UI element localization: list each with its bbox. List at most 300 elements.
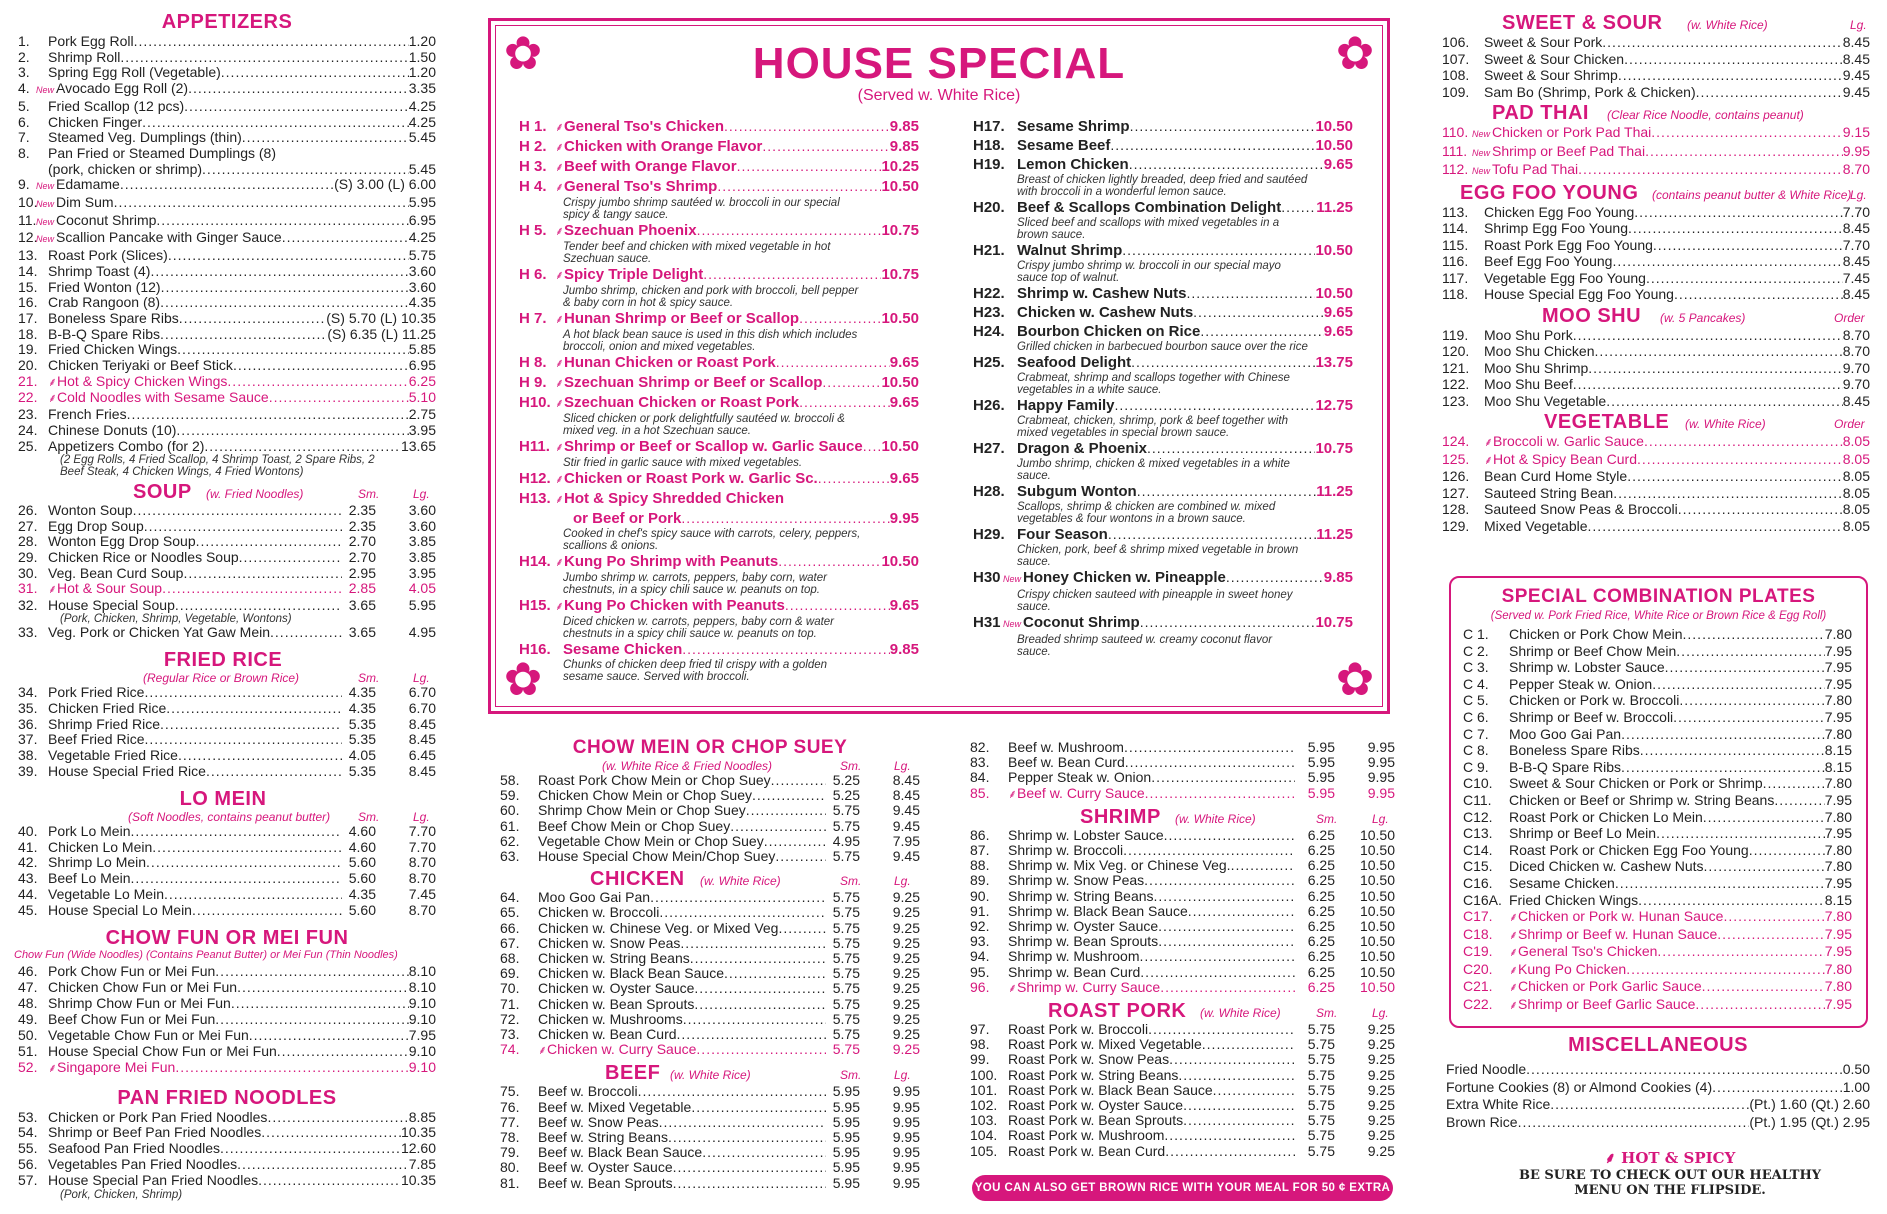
dot-leader (1696, 84, 1843, 101)
dot-leader (638, 1084, 826, 1099)
item-name: Shrimp w. Curry Sauce (1017, 978, 1161, 995)
item-number: H10. (519, 394, 551, 411)
house-special-item (519, 552, 919, 596)
item-name: Roast Pork w. Broccoli (1008, 1021, 1149, 1038)
item-price-small: 5.95 (832, 1098, 860, 1115)
house-special-item (519, 489, 919, 509)
dot-leader (1618, 67, 1843, 84)
item-price: 10.50 (881, 374, 919, 391)
item-price: 10.35 (400, 1124, 436, 1141)
combo-sub: (Served w. Pork Fried Rice, White Rice or Brown Rice & Egg Roll) (1490, 610, 1827, 622)
dot-leader (146, 855, 342, 871)
item-number: H 4. (519, 178, 547, 195)
item-price-large: 10.50 (1359, 978, 1395, 995)
item-name: Vegetable Chow Fun or Mei Fun (48, 1026, 249, 1043)
item-price-large: 9.95 (1367, 769, 1395, 786)
item-name: Spicy Triple Delight (564, 266, 704, 283)
item-number: 51. (18, 1042, 38, 1059)
item-price: 7.80 (1824, 978, 1852, 995)
hot-spicy-legend (1470, 1148, 1870, 1168)
item-name: Chicken w. Oyster Sauce (538, 980, 695, 997)
menu-item-row (970, 965, 1395, 980)
dot-leader (703, 265, 881, 284)
dot-leader (142, 115, 409, 131)
item-price: (S) 6.35 (L) 11.25 (327, 325, 436, 342)
menu-item-row (500, 890, 920, 905)
item-number: 52. (18, 1058, 38, 1075)
dot-leader (1640, 742, 1825, 759)
menu-item-row (18, 534, 436, 550)
item-price-small: 5.75 (1307, 1066, 1335, 1083)
item-number: H21. (973, 242, 1005, 259)
item-name: Sesame Shrimp (1017, 118, 1130, 135)
item-price-small: 5.60 (348, 854, 376, 871)
menu-item-row (1463, 643, 1852, 660)
item-name: Chicken Lo Mein (48, 838, 153, 855)
item-number: 20. (18, 357, 38, 374)
menu-item-row (970, 1068, 1395, 1083)
item-number: 39. (18, 763, 38, 780)
menu-item-row (18, 115, 436, 131)
item-name: Mixed Vegetable (1484, 517, 1588, 534)
sweet-sour-lg: Lg. (1850, 18, 1867, 32)
item-price: 10.50 (1315, 137, 1353, 154)
dot-leader (1158, 919, 1295, 934)
item-name: Chicken or Roast Pork w. Garlic Sc. (564, 470, 818, 487)
item-name: Walnut Shrimp (1017, 242, 1123, 259)
item-name: Chicken w. Snow Peas (538, 934, 681, 951)
item-price: 7.80 (1824, 775, 1852, 792)
item-price-small: 5.35 (348, 763, 376, 780)
menu-item-row (519, 265, 919, 285)
item-name: Vegetable Egg Foo Young (1484, 269, 1646, 286)
item-price: 8.70 (1842, 343, 1870, 359)
menu-item-row (18, 162, 436, 178)
item-number: C19. (1463, 943, 1493, 960)
item-price-large: 6.45 (408, 747, 436, 764)
item-name: Fried Chicken Wings (48, 341, 178, 358)
house-special-item (519, 157, 919, 177)
item-number: 27. (18, 517, 38, 534)
item-price: 8.45 (1842, 253, 1870, 269)
item-price-small: 5.95 (832, 1159, 860, 1176)
item-name: Shrimp w. Bean Curd (1008, 963, 1141, 980)
item-name: Sweet & Sour Shrimp (1484, 67, 1618, 83)
item-price: 8.10 (408, 962, 436, 979)
dot-leader (1676, 643, 1824, 660)
item-name: Sauteed Snow Peas & Broccoli (1484, 501, 1678, 517)
item-number: H22. (973, 285, 1005, 302)
menu-item-row (970, 919, 1395, 934)
item-name: Egg Drop Soup (48, 517, 144, 534)
dot-leader (1193, 303, 1324, 322)
item-price-large: 9.25 (1367, 1066, 1395, 1083)
dot-leader (188, 81, 409, 97)
dot-leader (1148, 1022, 1295, 1037)
menu-item-row (1442, 84, 1870, 101)
item-price-small: 5.25 (832, 772, 860, 788)
item-price: 11.25 (1316, 526, 1353, 543)
item-price-large: 10.50 (1359, 918, 1395, 935)
item-price: 9.65 (889, 354, 919, 371)
dot-leader (1131, 353, 1315, 372)
dot-leader (1165, 1144, 1295, 1159)
item-number: 59. (500, 787, 520, 804)
item-number: 86. (970, 826, 990, 843)
item-price-large: 9.95 (892, 1113, 920, 1130)
menu-item-row (18, 213, 436, 231)
item-name: Chicken w. Broccoli (538, 904, 660, 921)
menu-item-row (1463, 961, 1852, 979)
item-price: (Pt.) 1.60 (Qt.) 2.60 (1749, 1096, 1870, 1112)
item-price: 8.70 (1842, 161, 1870, 177)
item-price: 4.25 (408, 113, 436, 130)
menu-item-row (1442, 161, 1870, 180)
item-number: 90. (970, 887, 990, 904)
item-price-large: 10.50 (1359, 872, 1395, 889)
item-number: 43. (18, 870, 38, 887)
dot-leader (1624, 51, 1843, 68)
chow-mein-sm: Sm. (840, 759, 862, 773)
item-price-small: 5.35 (348, 715, 376, 732)
item-number: 80. (500, 1159, 520, 1176)
item-price-large: 6.70 (408, 699, 436, 716)
item-price-large: 8.70 (408, 901, 436, 918)
item-desc: Sliced beef and scallops with mixed vegetables in a brown sauce. (1017, 217, 1280, 241)
item-name: Szechuan Chicken or Roast Pork (564, 394, 800, 411)
item-price-small: 5.75 (832, 1026, 860, 1043)
dot-leader (1628, 220, 1843, 237)
menu-item-row (500, 921, 920, 936)
item-name: Seafood Delight (1017, 354, 1132, 371)
item-desc: Diced chicken w. carrots, peppers, baby corn & water chestnuts in a spicy chili sauce w. peanuts on top. (563, 616, 835, 640)
item-price-small: 5.95 (832, 1113, 860, 1130)
item-name: Shrimp Chow Mein or Chop Suey (538, 802, 746, 819)
menu-item-row (18, 248, 436, 264)
menu-item-row (18, 280, 436, 296)
misc-list (1446, 1061, 1870, 1131)
item-price: 8.45 (1842, 50, 1870, 67)
item-number: 113. (1442, 203, 1469, 220)
item-price-large: 9.95 (892, 1098, 920, 1115)
item-price: 8.85 (408, 1108, 436, 1125)
house-special-item (519, 309, 919, 353)
item-number: H28. (973, 483, 1005, 500)
dot-leader (1158, 934, 1295, 949)
item-number: 91. (970, 902, 990, 919)
item-name: Roast Pork w. Mushroom (1008, 1127, 1165, 1144)
item-price-small: 5.35 (348, 731, 376, 748)
menu-item-row (18, 855, 436, 871)
hot-pepper-icon: ⸙ (555, 376, 565, 390)
item-price: 3.95 (408, 421, 436, 438)
item-price-small: 5.75 (1307, 1142, 1335, 1159)
new-badge: New (1472, 129, 1491, 139)
item-price: 7.95 (1824, 925, 1852, 942)
item-price: 9.45 (1842, 83, 1870, 100)
dot-leader (1723, 908, 1824, 925)
menu-item-row (1442, 220, 1870, 237)
dot-leader (178, 748, 342, 764)
appetizers-title: APPETIZERS (161, 11, 293, 33)
item-price: 7.95 (1824, 996, 1852, 1013)
fried-rice-list (18, 685, 436, 780)
house-special-sub: (Served w. White Rice) (857, 87, 1021, 104)
new-badge: New (1472, 166, 1491, 176)
dot-leader (724, 117, 890, 136)
item-name: Roast Pork Chow Mein or Chop Suey (538, 772, 771, 788)
menu-item-row (1463, 926, 1852, 944)
dot-leader (176, 423, 408, 439)
dot-leader (127, 407, 409, 423)
item-price: 8.15 (1824, 758, 1852, 775)
menu-item-row (973, 525, 1353, 544)
item-price: 11.25 (1316, 199, 1353, 216)
menu-item-row (519, 552, 919, 572)
item-price-large: 8.70 (408, 870, 436, 887)
item-number: 100. (970, 1066, 998, 1083)
item-price: (S) 5.70 (L) 10.35 (326, 309, 436, 326)
item-price: 8.05 (1842, 501, 1870, 517)
item-name: Singapore Mei Fun (57, 1058, 176, 1075)
item-price: 5.85 (408, 341, 436, 358)
item-name: Shrimp w. Lobster Sauce (1509, 659, 1665, 676)
item-number: 65. (500, 904, 520, 921)
house-special-box (488, 18, 1390, 714)
misc-item-row (1446, 1114, 1870, 1132)
item-number: C 5. (1463, 692, 1489, 709)
item-number: 31. (18, 580, 38, 597)
item-name: Moo Goo Gai Pan (538, 889, 651, 906)
menu-item-row (519, 221, 919, 241)
item-name: General Tso's Chicken (1518, 943, 1658, 960)
item-price: 1.20 (408, 64, 436, 81)
item-number: 17. (18, 309, 38, 326)
menu-item-row (500, 1012, 920, 1027)
item-price: 8.45 (1842, 34, 1870, 50)
hot-pepper-icon: ⸙ (538, 1043, 548, 1058)
item-name: Chicken w. Mushrooms (538, 1010, 683, 1027)
item-price-large: 9.45 (892, 848, 920, 865)
dot-leader (775, 849, 826, 864)
egg-foo-lg: Lg. (1850, 187, 1867, 202)
item-price: 10.75 (881, 222, 919, 239)
menu-item-row (970, 1128, 1395, 1143)
menu-item-row (973, 241, 1353, 260)
menu-item-row (970, 1037, 1395, 1052)
item-name: Pepper Steak w. Onion (1008, 769, 1152, 786)
item-name: Chicken w. Curry Sauce (547, 1041, 697, 1058)
item-number: 120. (1442, 343, 1470, 359)
dot-leader (650, 890, 826, 905)
item-name: Shrimp Fried Rice (48, 715, 161, 732)
item-number: H 2. (519, 138, 547, 155)
item-price-small: 6.25 (1307, 963, 1335, 980)
house-special-item (519, 437, 919, 469)
item-number: C14. (1463, 841, 1493, 858)
item-number: H13. (519, 490, 551, 507)
menu-item-row (1463, 996, 1852, 1014)
menu-item-row (1463, 742, 1852, 759)
item-price: 11.25 (1316, 483, 1353, 500)
item-price-large: 9.45 (892, 817, 920, 834)
left-column (14, 0, 436, 1201)
menu-item-row (970, 934, 1395, 949)
item-name: Shrimp or Beef or Scallop w. Garlic Sauce (564, 438, 863, 455)
item-price-small: 5.75 (1307, 1081, 1335, 1098)
item-price-small: 6.25 (1307, 902, 1335, 919)
item-name: Beef & Scallops Combination Delight (1017, 199, 1282, 216)
house-special-item (973, 117, 1353, 136)
menu-item-row (519, 393, 919, 413)
house-special-item (973, 439, 1353, 482)
menu-item-row (973, 284, 1353, 303)
dot-leader (717, 177, 881, 196)
dot-leader (1656, 825, 1825, 842)
item-name: Sesame Beef (1017, 137, 1111, 154)
item-name: General Tso's Shrimp (564, 178, 718, 195)
item-name: Steamed Veg. Dumplings (thin) (48, 129, 242, 146)
menu-item-row (973, 613, 1353, 634)
pad-thai-sub: (Clear Rice Noodle, contains peanut) (1607, 108, 1804, 122)
new-badge: New (1472, 147, 1491, 158)
new-badge: New (36, 85, 55, 96)
menu-item-row (1442, 360, 1870, 377)
item-number: 82. (970, 739, 990, 755)
menu-item-row (18, 903, 436, 919)
item-price-small: 6.25 (1307, 887, 1335, 904)
menu-item-row (1463, 908, 1852, 926)
menu-item-row (1442, 327, 1870, 344)
item-name: Roast Pork w. Bean Sprouts (1008, 1112, 1184, 1129)
item-price: 9.10 (408, 994, 436, 1011)
item-name: Roast Pork w. Snow Peas (1008, 1051, 1170, 1068)
dot-leader (175, 1059, 408, 1075)
item-number: 69. (500, 965, 520, 982)
item-name: Coconut Shrimp (1023, 614, 1140, 631)
item-price: 10.50 (1315, 118, 1353, 135)
vegetable-header (1442, 411, 1870, 433)
menu-item-row (18, 995, 436, 1011)
dot-leader (1124, 740, 1295, 755)
house-special-right (973, 117, 1353, 658)
item-price-small: 5.75 (832, 919, 860, 936)
item-number: C22. (1463, 996, 1493, 1013)
house-special-item (973, 155, 1353, 198)
menu-item-row (970, 1083, 1395, 1098)
item-name: Moo Shu Vegetable (1484, 392, 1607, 409)
item-price-large: 10.50 (1359, 857, 1395, 874)
dot-leader (1651, 124, 1842, 141)
item-name: Chicken w. String Beans (538, 950, 690, 967)
item-price: 12.75 (1315, 397, 1353, 414)
menu-item-row (519, 157, 919, 177)
pad-thai-title: PAD THAI (1492, 102, 1589, 124)
dot-leader (690, 951, 826, 966)
item-price-large: 9.25 (892, 980, 920, 997)
item-number: 30. (18, 564, 38, 581)
menu-item-row (519, 509, 919, 528)
house-special-item (519, 177, 919, 221)
house-special-item (519, 393, 919, 437)
menu-item-row (18, 887, 436, 903)
dot-leader (776, 353, 890, 372)
item-number: 19. (18, 341, 38, 358)
item-name: Appetizers Combo (for 2) (48, 437, 205, 454)
menu-item-row (18, 764, 436, 780)
chow-mein-list (500, 773, 920, 864)
item-number: 125. (1442, 450, 1470, 467)
item-price: 8.45 (1842, 286, 1870, 302)
menu-item-row (970, 755, 1395, 770)
dot-leader (114, 195, 409, 211)
item-price: (Pt.) 1.95 (Qt.) 2.95 (1749, 1113, 1870, 1130)
item-price-small: 5.95 (1307, 769, 1335, 786)
item-price: 10.50 (881, 553, 919, 570)
item-desc: Breaded shrimp sauteed w. creamy coconut flavor sauce. (1017, 634, 1273, 658)
menu-item-row (973, 482, 1353, 501)
item-name: Shrimp or Beef Garlic Sauce (1518, 996, 1696, 1013)
menu-item-row (973, 155, 1353, 174)
dot-leader (237, 979, 409, 995)
item-number: H17. (973, 118, 1005, 135)
dot-leader (752, 788, 826, 803)
menu-item-row (500, 834, 920, 849)
pad-thai-header (1442, 102, 1870, 124)
dot-leader (1125, 755, 1295, 770)
item-price-large: 9.95 (892, 1083, 920, 1100)
item-price: 3.35 (408, 80, 436, 97)
item-number: 72. (500, 1010, 520, 1027)
chow-mein-lg: Lg. (894, 759, 911, 773)
item-price: 1.20 (408, 33, 436, 49)
item-price: 7.95 (1824, 791, 1852, 808)
item-number: 67. (500, 934, 520, 951)
item-number: 88. (970, 857, 990, 874)
item-number: H24. (973, 323, 1005, 340)
item-price-large: 9.25 (892, 889, 920, 906)
house-special-item (973, 482, 1353, 525)
menu-item-row (1442, 286, 1870, 303)
dot-leader (1774, 792, 1824, 809)
item-name: Moo Shu Shrimp (1484, 359, 1589, 376)
item-name: Beef w. Mushroom (1008, 739, 1124, 755)
menu-item-row (18, 685, 436, 701)
corner-ornament-br-icon: ✿ (1335, 653, 1375, 705)
item-number: 110. (1442, 124, 1469, 140)
menu-item-row (970, 858, 1395, 873)
hot-pepper-icon: ⸙ (1484, 435, 1494, 449)
beef-title: BEEF (605, 1062, 661, 1085)
lo-mein-header (18, 788, 436, 824)
item-price-small: 2.70 (348, 549, 376, 566)
menu-item-row (18, 1011, 436, 1027)
dot-leader (160, 327, 327, 343)
item-number: C18. (1463, 925, 1493, 942)
item-name: House Special Lo Mein (48, 901, 192, 918)
menu-item-row (18, 717, 436, 733)
chow-mein-title: CHOW MEIN OR CHOP SUEY (572, 737, 848, 758)
hot-pepper-icon: ⸙ (555, 160, 565, 174)
dot-leader (215, 963, 408, 979)
menu-item-row (500, 1176, 920, 1191)
dot-leader (1550, 1096, 1749, 1114)
item-number: C15. (1463, 858, 1493, 875)
item-number: C17. (1463, 908, 1493, 925)
new-badge: New (36, 216, 55, 227)
item-price-small: 5.95 (832, 1083, 860, 1100)
item-name: Roast Pork w. Oyster Sauce (1008, 1097, 1184, 1114)
